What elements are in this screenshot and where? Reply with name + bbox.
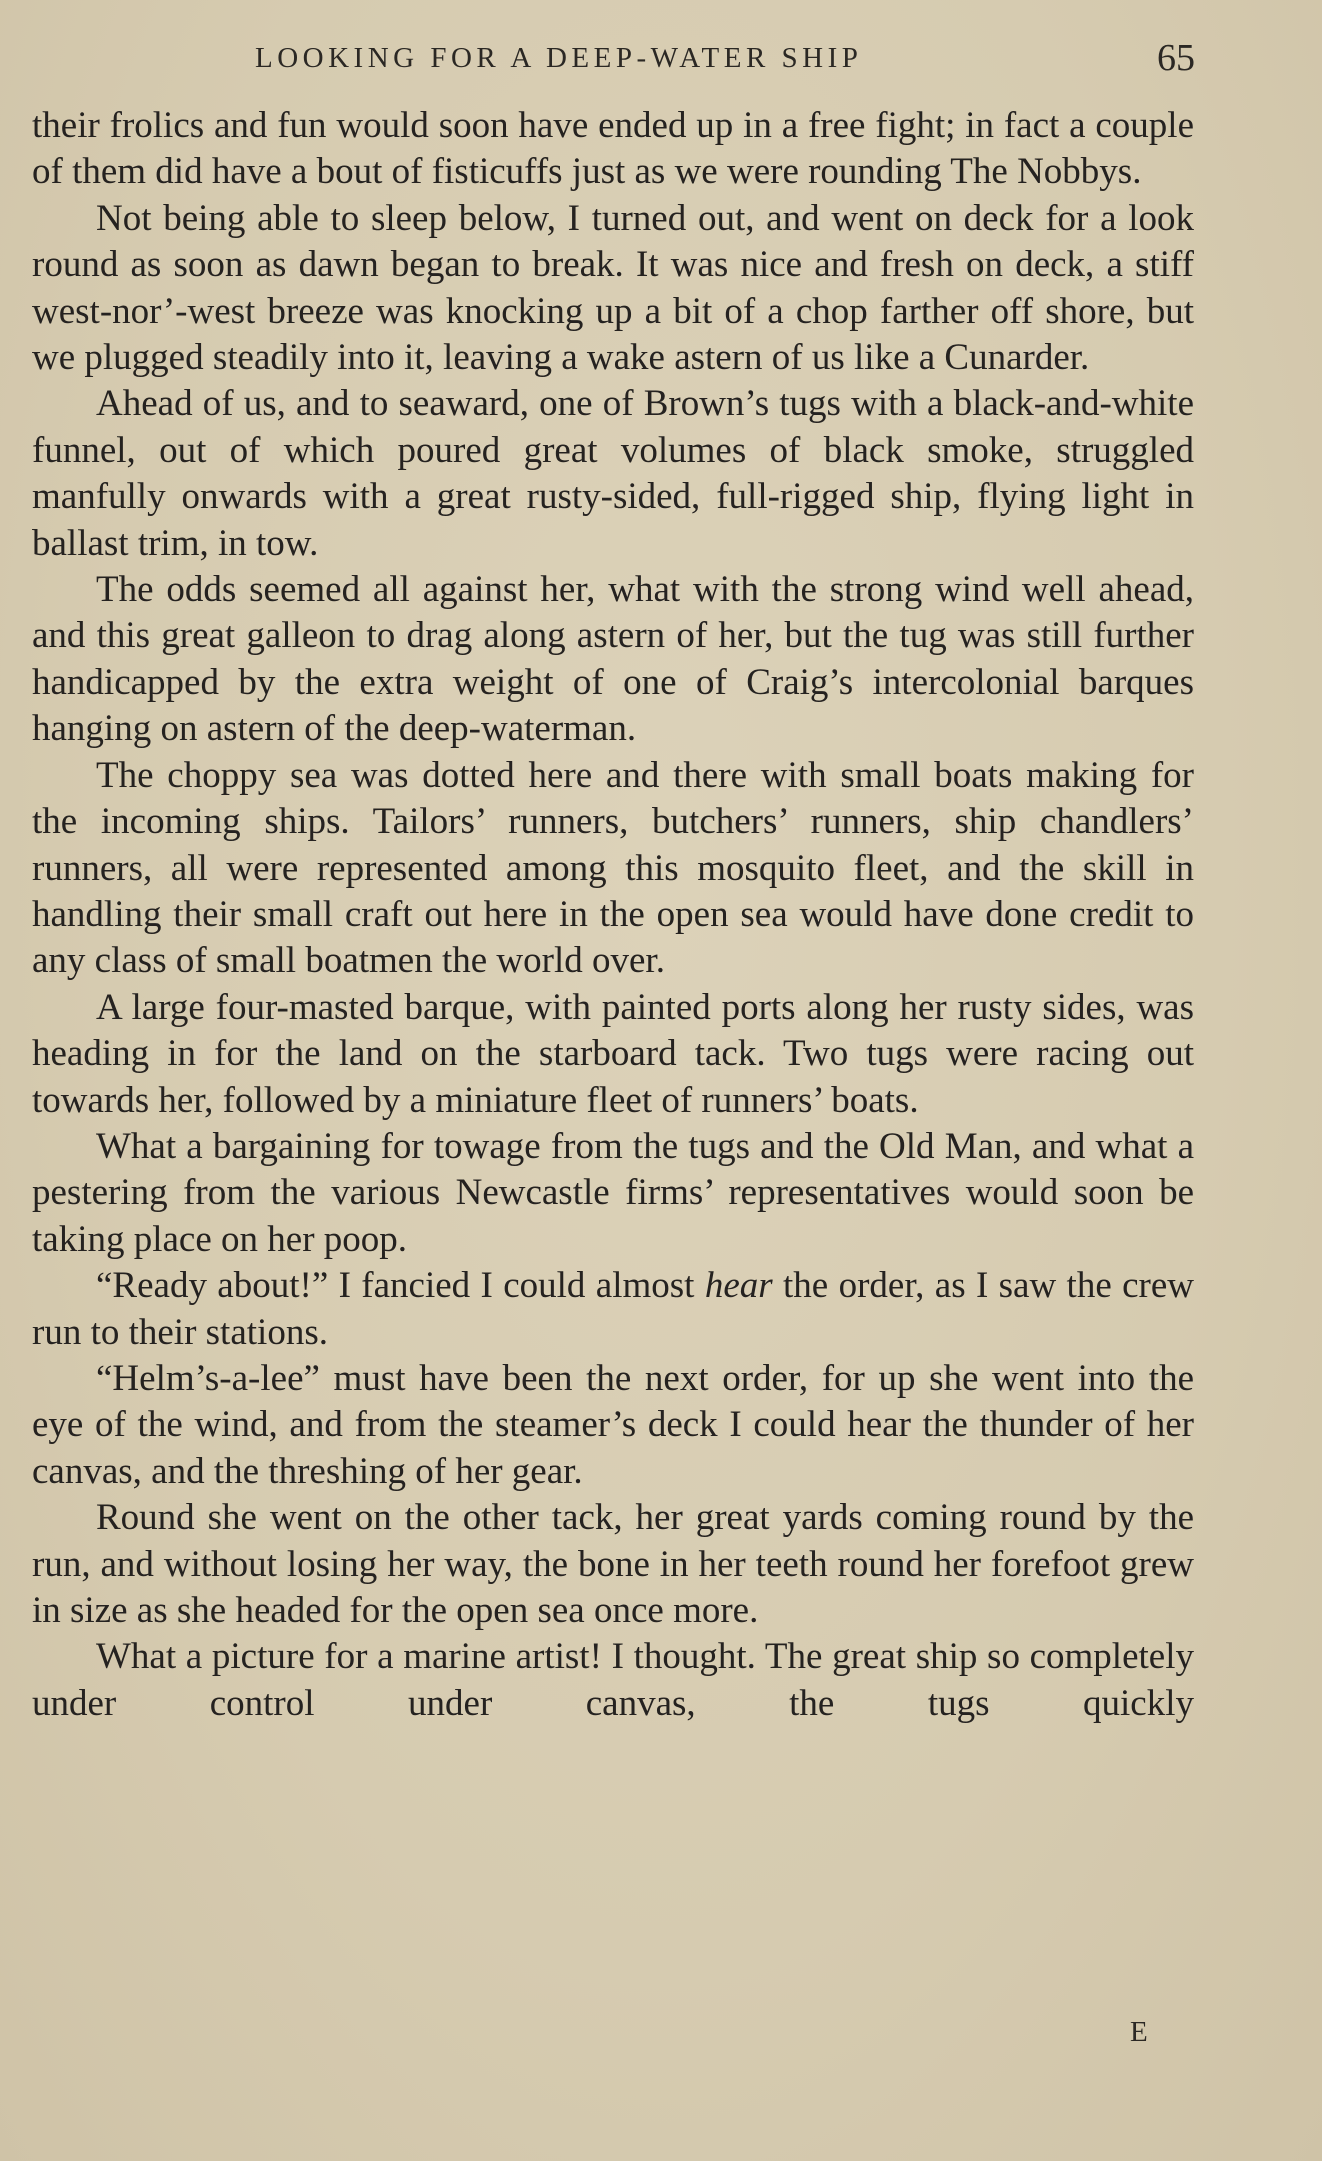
emphasized-word: hear <box>704 1265 773 1307</box>
running-head: LOOKING FOR A DEEP-WATER SHIP <box>255 42 863 74</box>
paragraph: their frolics and fun would soon have ended up in a free fight; in fact a couple of them did have a bout of fisticuffs just as we were rounding The Nobbys. <box>32 105 1194 193</box>
paragraph: The choppy sea was dotted here and there with small boats making for the incoming ships. Tailors’ runners, butchers’ runners, ship chandlers’ runners, all were represented among this mosquito fleet, and the skill in handling their small craft out here in the open sea would have done credit to any class of small boatmen the world over. <box>32 754 1194 982</box>
page-number: 65 <box>1157 37 1195 79</box>
paragraph: What a bargaining for towage from the tugs and the Old Man, and what a pestering from the various Newcastle firms’ representatives would soon be taking place on her poop. <box>32 1125 1194 1260</box>
paragraph: The odds seemed all against her, what with the strong wind well ahead, and this great galleon to drag along astern of her, but the tug was still further handicapped by the extra weight of one of Craig’s intercolonial barques hanging on astern of the deep-waterman. <box>32 569 1194 750</box>
paragraph: “Helm’s-a-lee” must have been the next order, for up she went into the eye of the wind, and from the steamer’s deck I could hear the thunder of her canvas, and the threshing of her gear. <box>32 1357 1194 1492</box>
paragraph-text: “Ready about!” I fancied I could almost <box>96 1265 705 1307</box>
signature-mark: E <box>1130 2016 1149 2048</box>
paragraph: Ahead of us, and to seaward, one of Brown’s tugs with a black-and-white funnel, out of which poured great volumes of black smoke, struggled manfully onwards with a great rusty-sided, full-rigged ship, flying light in ballast trim, in tow. <box>32 383 1194 564</box>
body-text <box>32 103 1194 1727</box>
paragraph: What a picture for a marine artist! I thought. The great ship so completely under control under canvas, the tugs quickly <box>32 1636 1194 1724</box>
paragraph: A large four-masted barque, with painted ports along her rusty sides, was heading in for the land on the starboard tack. Two tugs were racing out towards her, followed by a miniature fleet of runners’ boats. <box>32 986 1194 1121</box>
paragraph <box>32 1263 1194 1356</box>
paragraph-text: the order, as I saw the crew run to their stations. <box>32 1265 1194 1353</box>
paragraph: Not being able to sleep below, I turned out, and went on deck for a look round as soon as dawn began to break. It was nice and fresh on deck, a stiff west-nor’-west breeze was knocking up a bit of a chop farther off shore, but we plugged steadily into it, leaving a wake astern of us like a Cunarder. <box>32 197 1194 379</box>
paragraph: Round she went on the other tack, her great yards coming round by the run, and without losing her way, the bone in her teeth round her forefoot grew in size as she headed for the open sea once more. <box>32 1497 1194 1631</box>
page-header <box>30 36 1195 86</box>
